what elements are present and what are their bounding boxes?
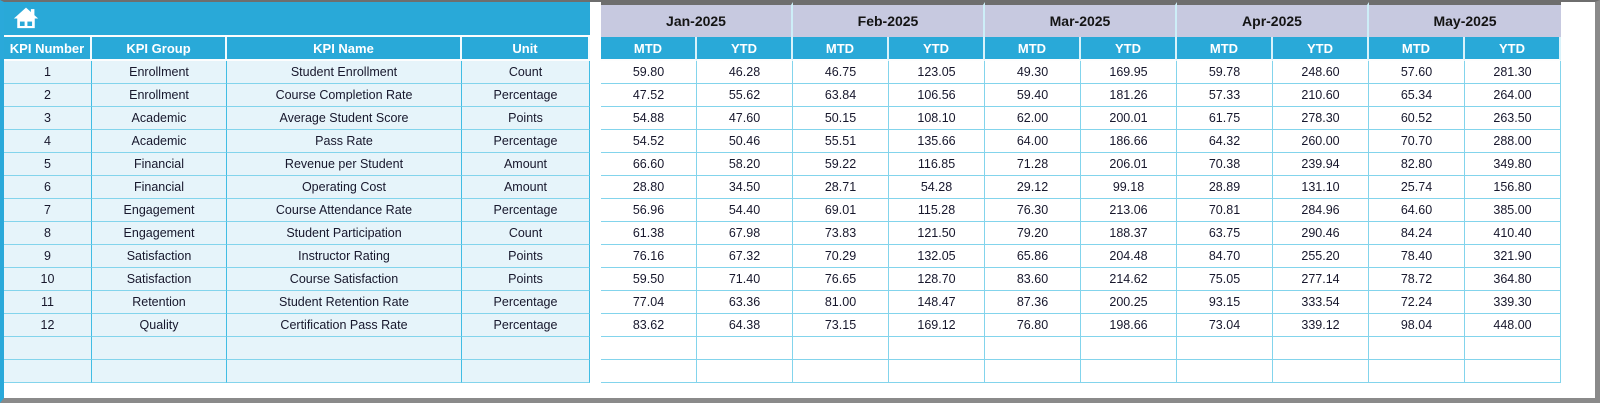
cell-kpi-number[interactable]: 6: [4, 176, 92, 199]
cell-kpi-unit[interactable]: Count: [462, 61, 590, 84]
column-header-4[interactable]: Unit: [462, 37, 590, 61]
home-button[interactable]: [11, 4, 41, 34]
cell-kpi-name[interactable]: Course Satisfaction: [227, 268, 462, 291]
sub-header-mtd-4[interactable]: MTD: [1177, 37, 1273, 61]
cell-kpi-group[interactable]: Enrollment: [92, 84, 227, 107]
cell-value[interactable]: 47.52: [601, 84, 697, 107]
cell-value[interactable]: 135.66: [889, 130, 985, 153]
cell-kpi-number[interactable]: 4: [4, 130, 92, 153]
cell-value[interactable]: 255.20: [1273, 245, 1369, 268]
cell-value[interactable]: 106.56: [889, 84, 985, 107]
cell-value[interactable]: 84.70: [1177, 245, 1273, 268]
cell-value[interactable]: 46.28: [697, 61, 793, 84]
sub-header-ytd-1[interactable]: YTD: [697, 37, 793, 61]
cell-value[interactable]: 62.00: [985, 107, 1081, 130]
cell-kpi-unit[interactable]: Percentage: [462, 291, 590, 314]
cell-value[interactable]: 59.78: [1177, 61, 1273, 84]
empty-cell[interactable]: [697, 337, 793, 360]
cell-kpi-group[interactable]: Satisfaction: [92, 268, 227, 291]
cell-value[interactable]: 410.40: [1465, 222, 1561, 245]
empty-cell[interactable]: [793, 360, 889, 383]
cell-value[interactable]: 56.96: [601, 199, 697, 222]
sub-header-ytd-5[interactable]: YTD: [1465, 37, 1561, 61]
cell-kpi-name[interactable]: Operating Cost: [227, 176, 462, 199]
empty-cell[interactable]: [601, 360, 697, 383]
cell-kpi-unit[interactable]: Percentage: [462, 199, 590, 222]
kpi-grid: [4, 2, 1561, 383]
cell-value[interactable]: 169.12: [889, 314, 985, 337]
cell-kpi-name[interactable]: Student Enrollment: [227, 61, 462, 84]
cell-value[interactable]: 281.30: [1465, 61, 1561, 84]
cell-value[interactable]: 60.52: [1369, 107, 1465, 130]
cell-value[interactable]: 198.66: [1081, 314, 1177, 337]
cell-value[interactable]: 263.50: [1465, 107, 1561, 130]
cell-kpi-number[interactable]: 5: [4, 153, 92, 176]
cell-value[interactable]: 67.98: [697, 222, 793, 245]
cell-value[interactable]: 188.37: [1081, 222, 1177, 245]
cell-value[interactable]: 69.01: [793, 199, 889, 222]
cell-value[interactable]: 156.80: [1465, 176, 1561, 199]
cell-value[interactable]: 284.96: [1273, 199, 1369, 222]
cell-kpi-number[interactable]: 8: [4, 222, 92, 245]
empty-cell[interactable]: [1273, 360, 1369, 383]
cell-value[interactable]: 260.00: [1273, 130, 1369, 153]
cell-value[interactable]: 239.94: [1273, 153, 1369, 176]
cell-value[interactable]: 76.16: [601, 245, 697, 268]
sub-header-ytd-2[interactable]: YTD: [889, 37, 985, 61]
cell-value[interactable]: 59.40: [985, 84, 1081, 107]
cell-value[interactable]: 49.30: [985, 61, 1081, 84]
cell-value[interactable]: 385.00: [1465, 199, 1561, 222]
empty-cell[interactable]: [1177, 360, 1273, 383]
cell-value[interactable]: 28.80: [601, 176, 697, 199]
cell-kpi-group[interactable]: Academic: [92, 107, 227, 130]
cell-kpi-name[interactable]: Average Student Score: [227, 107, 462, 130]
cell-value[interactable]: 81.00: [793, 291, 889, 314]
cell-value[interactable]: 28.71: [793, 176, 889, 199]
cell-value[interactable]: 132.05: [889, 245, 985, 268]
sub-header-ytd-4[interactable]: YTD: [1273, 37, 1369, 61]
cell-value[interactable]: 87.36: [985, 291, 1081, 314]
cell-value[interactable]: 83.60: [985, 268, 1081, 291]
month-header-5[interactable]: May-2025: [1369, 2, 1561, 37]
cell-value[interactable]: 72.24: [1369, 291, 1465, 314]
cell-value[interactable]: 200.25: [1081, 291, 1177, 314]
cell-value[interactable]: 78.40: [1369, 245, 1465, 268]
cell-value[interactable]: 75.05: [1177, 268, 1273, 291]
cell-value[interactable]: 65.34: [1369, 84, 1465, 107]
cell-value[interactable]: 25.74: [1369, 176, 1465, 199]
cell-kpi-name[interactable]: Pass Rate: [227, 130, 462, 153]
cell-value[interactable]: 77.04: [601, 291, 697, 314]
cell-value[interactable]: 73.15: [793, 314, 889, 337]
cell-kpi-name[interactable]: Certification Pass Rate: [227, 314, 462, 337]
month-header-4[interactable]: Apr-2025: [1177, 2, 1369, 37]
cell-value[interactable]: 98.04: [1369, 314, 1465, 337]
cell-value[interactable]: 64.00: [985, 130, 1081, 153]
cell-kpi-number[interactable]: 12: [4, 314, 92, 337]
sub-header-mtd-5[interactable]: MTD: [1369, 37, 1465, 61]
cell-value[interactable]: 57.60: [1369, 61, 1465, 84]
empty-cell[interactable]: [1081, 360, 1177, 383]
empty-cell[interactable]: [985, 337, 1081, 360]
cell-value[interactable]: 28.89: [1177, 176, 1273, 199]
cell-kpi-number[interactable]: 9: [4, 245, 92, 268]
empty-cell[interactable]: [793, 337, 889, 360]
cell-value[interactable]: 64.32: [1177, 130, 1273, 153]
cell-value[interactable]: 213.06: [1081, 199, 1177, 222]
column-header-3[interactable]: KPI Name: [227, 37, 462, 61]
cell-kpi-name[interactable]: Student Participation: [227, 222, 462, 245]
cell-kpi-unit[interactable]: Points: [462, 107, 590, 130]
cell-value[interactable]: 123.05: [889, 61, 985, 84]
cell-value[interactable]: 79.20: [985, 222, 1081, 245]
empty-cell[interactable]: [4, 337, 92, 360]
sub-header-mtd-1[interactable]: MTD: [601, 37, 697, 61]
empty-cell[interactable]: [462, 337, 590, 360]
cell-value[interactable]: 76.30: [985, 199, 1081, 222]
empty-cell[interactable]: [92, 360, 227, 383]
cell-kpi-group[interactable]: Academic: [92, 130, 227, 153]
cell-kpi-unit[interactable]: Percentage: [462, 314, 590, 337]
cell-value[interactable]: 349.80: [1465, 153, 1561, 176]
cell-value[interactable]: 34.50: [697, 176, 793, 199]
cell-value[interactable]: 131.10: [1273, 176, 1369, 199]
cell-value[interactable]: 121.50: [889, 222, 985, 245]
cell-value[interactable]: 364.80: [1465, 268, 1561, 291]
cell-value[interactable]: 46.75: [793, 61, 889, 84]
cell-kpi-number[interactable]: 7: [4, 199, 92, 222]
empty-cell[interactable]: [1465, 360, 1561, 383]
cell-kpi-number[interactable]: 10: [4, 268, 92, 291]
empty-cell[interactable]: [1081, 337, 1177, 360]
cell-value[interactable]: 59.50: [601, 268, 697, 291]
cell-value[interactable]: 83.62: [601, 314, 697, 337]
cell-value[interactable]: 47.60: [697, 107, 793, 130]
cell-value[interactable]: 70.70: [1369, 130, 1465, 153]
cell-value[interactable]: 210.60: [1273, 84, 1369, 107]
cell-kpi-name[interactable]: Instructor Rating: [227, 245, 462, 268]
cell-value[interactable]: 116.85: [889, 153, 985, 176]
sheet-header-block: [4, 2, 590, 37]
cell-value[interactable]: 55.62: [697, 84, 793, 107]
cell-value[interactable]: 61.38: [601, 222, 697, 245]
cell-kpi-number[interactable]: 11: [4, 291, 92, 314]
month-header-1[interactable]: Jan-2025: [601, 2, 793, 37]
cell-value[interactable]: 66.60: [601, 153, 697, 176]
cell-value[interactable]: 73.04: [1177, 314, 1273, 337]
cell-value[interactable]: 50.15: [793, 107, 889, 130]
cell-value[interactable]: 339.30: [1465, 291, 1561, 314]
empty-cell[interactable]: [4, 360, 92, 383]
cell-value[interactable]: 288.00: [1465, 130, 1561, 153]
sub-header-ytd-3[interactable]: YTD: [1081, 37, 1177, 61]
cell-value[interactable]: 128.70: [889, 268, 985, 291]
cell-kpi-group[interactable]: Financial: [92, 153, 227, 176]
cell-value[interactable]: 70.29: [793, 245, 889, 268]
empty-cell[interactable]: [697, 360, 793, 383]
cell-value[interactable]: 214.62: [1081, 268, 1177, 291]
empty-cell[interactable]: [1369, 337, 1465, 360]
column-header-1[interactable]: KPI Number: [4, 37, 92, 61]
cell-kpi-unit[interactable]: Points: [462, 245, 590, 268]
empty-cell[interactable]: [1465, 337, 1561, 360]
cell-value[interactable]: 71.40: [697, 268, 793, 291]
cell-kpi-unit[interactable]: Percentage: [462, 130, 590, 153]
cell-value[interactable]: 264.00: [1465, 84, 1561, 107]
cell-value[interactable]: 248.60: [1273, 61, 1369, 84]
cell-value[interactable]: 277.14: [1273, 268, 1369, 291]
cell-value[interactable]: 57.33: [1177, 84, 1273, 107]
cell-value[interactable]: 73.83: [793, 222, 889, 245]
empty-cell[interactable]: [889, 337, 985, 360]
cell-value[interactable]: 50.46: [697, 130, 793, 153]
cell-value[interactable]: 181.26: [1081, 84, 1177, 107]
cell-value[interactable]: 99.18: [1081, 176, 1177, 199]
cell-value[interactable]: 70.81: [1177, 199, 1273, 222]
empty-cell[interactable]: [462, 360, 590, 383]
empty-cell[interactable]: [92, 337, 227, 360]
sub-header-mtd-3[interactable]: MTD: [985, 37, 1081, 61]
cell-kpi-unit[interactable]: Amount: [462, 153, 590, 176]
cell-value[interactable]: 54.52: [601, 130, 697, 153]
cell-value[interactable]: 82.80: [1369, 153, 1465, 176]
cell-value[interactable]: 76.65: [793, 268, 889, 291]
cell-value[interactable]: 61.75: [1177, 107, 1273, 130]
cell-value[interactable]: 63.84: [793, 84, 889, 107]
cell-value[interactable]: 64.38: [697, 314, 793, 337]
empty-cell[interactable]: [889, 360, 985, 383]
cell-value[interactable]: 54.40: [697, 199, 793, 222]
cell-value[interactable]: 54.88: [601, 107, 697, 130]
cell-kpi-unit[interactable]: Amount: [462, 176, 590, 199]
cell-value[interactable]: 71.28: [985, 153, 1081, 176]
cell-value[interactable]: 59.80: [601, 61, 697, 84]
cell-value[interactable]: 278.30: [1273, 107, 1369, 130]
cell-value[interactable]: 63.36: [697, 291, 793, 314]
cell-value[interactable]: 84.24: [1369, 222, 1465, 245]
cell-value[interactable]: 321.90: [1465, 245, 1561, 268]
empty-cell[interactable]: [1369, 360, 1465, 383]
month-header-3[interactable]: Mar-2025: [985, 2, 1177, 37]
sub-header-mtd-2[interactable]: MTD: [793, 37, 889, 61]
cell-value[interactable]: 204.48: [1081, 245, 1177, 268]
column-header-2[interactable]: KPI Group: [92, 37, 227, 61]
cell-value[interactable]: 59.22: [793, 153, 889, 176]
cell-kpi-group[interactable]: Enrollment: [92, 61, 227, 84]
cell-kpi-number[interactable]: 2: [4, 84, 92, 107]
cell-value[interactable]: 55.51: [793, 130, 889, 153]
empty-cell[interactable]: [227, 337, 462, 360]
cell-kpi-name[interactable]: Revenue per Student: [227, 153, 462, 176]
cell-kpi-number[interactable]: 3: [4, 107, 92, 130]
empty-cell[interactable]: [601, 337, 697, 360]
cell-kpi-group[interactable]: Engagement: [92, 199, 227, 222]
cell-kpi-unit[interactable]: Points: [462, 268, 590, 291]
cell-kpi-group[interactable]: Retention: [92, 291, 227, 314]
cell-kpi-name[interactable]: Course Completion Rate: [227, 84, 462, 107]
month-header-2[interactable]: Feb-2025: [793, 2, 985, 37]
cell-value[interactable]: 58.20: [697, 153, 793, 176]
cell-value[interactable]: 339.12: [1273, 314, 1369, 337]
cell-kpi-group[interactable]: Engagement: [92, 222, 227, 245]
empty-cell[interactable]: [1177, 337, 1273, 360]
cell-value[interactable]: 148.47: [889, 291, 985, 314]
cell-value[interactable]: 63.75: [1177, 222, 1273, 245]
cell-value[interactable]: 64.60: [1369, 199, 1465, 222]
cell-value[interactable]: 290.46: [1273, 222, 1369, 245]
cell-value[interactable]: 169.95: [1081, 61, 1177, 84]
cell-value[interactable]: 448.00: [1465, 314, 1561, 337]
cell-kpi-unit[interactable]: Percentage: [462, 84, 590, 107]
cell-value[interactable]: 93.15: [1177, 291, 1273, 314]
home-icon: [12, 5, 40, 33]
cell-value[interactable]: 115.28: [889, 199, 985, 222]
cell-value[interactable]: 108.10: [889, 107, 985, 130]
cell-value[interactable]: 333.54: [1273, 291, 1369, 314]
cell-value[interactable]: 206.01: [1081, 153, 1177, 176]
cell-value[interactable]: 67.32: [697, 245, 793, 268]
cell-kpi-group[interactable]: Quality: [92, 314, 227, 337]
cell-value[interactable]: 29.12: [985, 176, 1081, 199]
empty-cell[interactable]: [227, 360, 462, 383]
cell-kpi-name[interactable]: Course Attendance Rate: [227, 199, 462, 222]
cell-kpi-group[interactable]: Financial: [92, 176, 227, 199]
cell-value[interactable]: 65.86: [985, 245, 1081, 268]
cell-value[interactable]: 200.01: [1081, 107, 1177, 130]
cell-value[interactable]: 76.80: [985, 314, 1081, 337]
cell-value[interactable]: 186.66: [1081, 130, 1177, 153]
cell-kpi-unit[interactable]: Count: [462, 222, 590, 245]
cell-value[interactable]: 78.72: [1369, 268, 1465, 291]
column-spacer: [590, 2, 601, 383]
empty-cell[interactable]: [985, 360, 1081, 383]
empty-cell[interactable]: [1273, 337, 1369, 360]
cell-kpi-name[interactable]: Student Retention Rate: [227, 291, 462, 314]
cell-kpi-group[interactable]: Satisfaction: [92, 245, 227, 268]
cell-value[interactable]: 54.28: [889, 176, 985, 199]
cell-value[interactable]: 70.38: [1177, 153, 1273, 176]
cell-kpi-number[interactable]: 1: [4, 61, 92, 84]
